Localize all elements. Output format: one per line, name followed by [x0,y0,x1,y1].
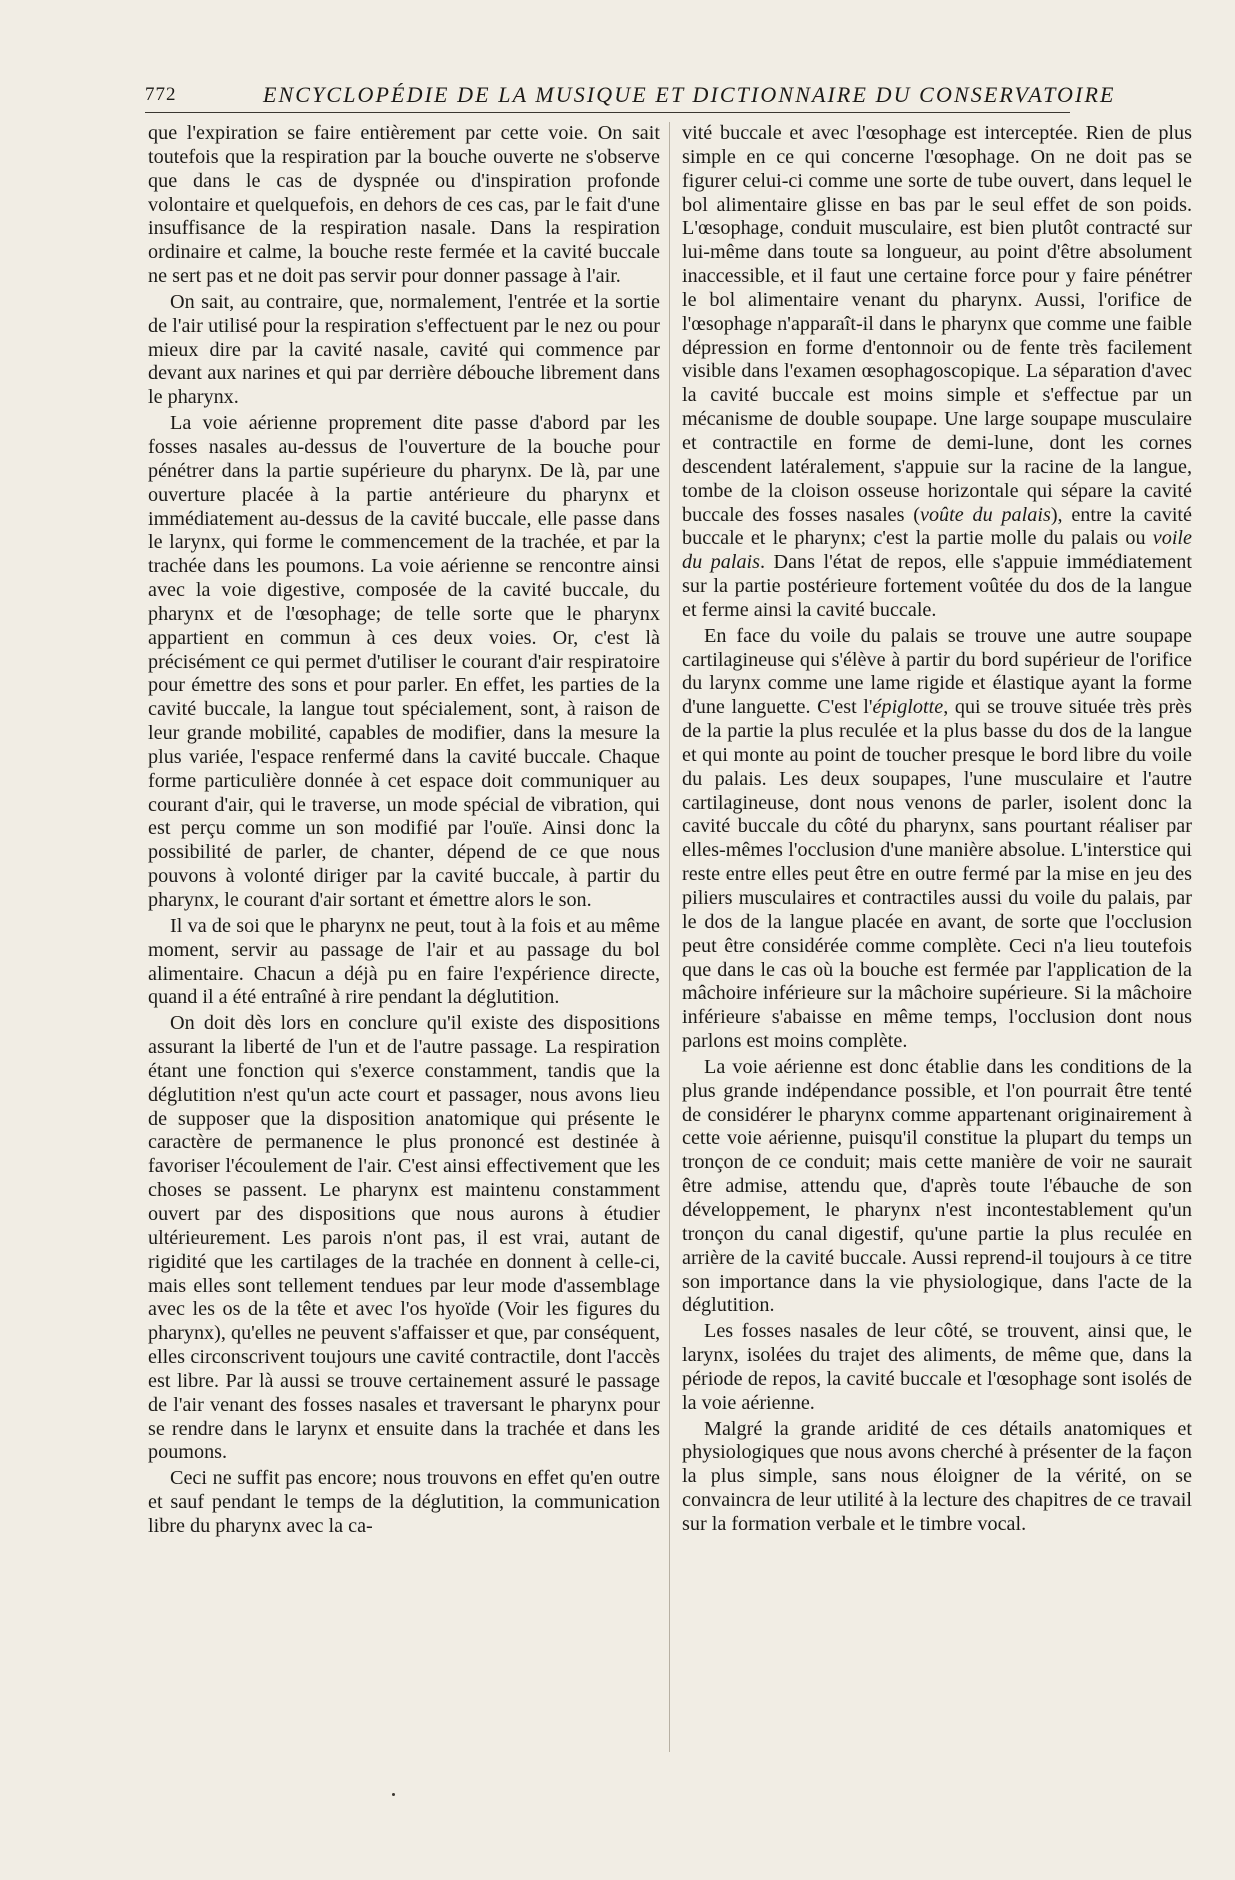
column-divider [669,122,670,1752]
page-number: 772 [145,84,177,105]
paragraph: Les fosses nasales de leur côté, se trouvent, ainsi que, le larynx, isolées du trajet des aliments, de même que, dans la période de repos, la cavité buccale et l'œsophage sont isolés de la voie aérienne. [682,1320,1192,1414]
right-column [682,122,1192,1539]
paragraph: Ceci ne suffit pas encore; nous trouvons en effet qu'en outre et sauf pendant le temps de la déglutition, la communication libre du pharynx avec la ca- [148,1467,660,1537]
paragraph: La voie aérienne proprement dite passe d'abord par les fosses nasales au-dessus de l'ouverture de la bouche pour pénétrer dans la partie supérieure du pharynx. De là, par une ouverture placée à la partie antérieure du pharynx et immédiatement au-dessus de la cavité buccale, elle passe dans le larynx, qui forme le commencement de la trachée, et par la trachée dans les poumons. La voie aérienne se rencontre ainsi avec la voie digestive, composée de la cavité buccale, du pharynx et de l'œsophage; de telle sorte que le pharynx appartient en commun à ces deux voies. Or, c'est là précisément ce qui permet d'utiliser le courant d'air respiratoire pour émettre des sons et pour parler. En effet, les parties de la cavité buccale, la langue tout spécialement, sont, à raison de leur grande mobilité, capables de modifier, dans la mesure la plus variée, l'espace renfermé dans la cavité buccale. Chaque forme particulière donnée à cet espace doit communiquer au courant d'air, qui le traverse, un mode spécial de vibration, qui est perçu comme un son modifié par l'ouïe. Ainsi donc la possibilité de parler, de chanter, dépend de ce que nous pouvons à volonté diriger par la cavité buccale, à partir du pharynx, le courant d'air sortant et émettre alors le son. [148,412,660,911]
term-voute-du-palais: voûte du palais [920,503,1051,526]
paragraph: On sait, au contraire, que, normalement, l'entrée et la sortie de l'air utilisé pour la respiration s'effectuent par le nez ou pour mieux dire par la cavité nasale, cavité qui commence par devant aux narines et qui par derrière débouche librement dans le pharynx. [148,290,660,409]
paragraph: On doit dès lors en conclure qu'il existe des dispositions assurant la liberté de l'un et de l'autre passage. La respiration étant une fonction qui s'exerce constamment, tandis que la déglutition n'est qu'un acte court et passager, nous avons lieu de supposer que la disposition anatomique qui présente le caractère de permanence le plus prononcé est destinée à favoriser l'écoulement de l'air. C'est ainsi effectivement que les choses se passent. Le pharynx est maintenu constamment ouvert par des dispositions que nous aurons à étudier ultérieurement. Les parois n'ont pas, il est vrai, autant de rigidité que les cartilages de la trachée en donnent à celle-ci, mais elles sont tellement tendues par leur mode d'assemblage avec les os de la tête et avec l'os hyoïde (Voir les figures du pharynx), qu'elles ne peuvent s'affaisser et que, par conséquent, elles circonscrivent toujours une cavité contractile, dont l'accès est libre. Par là aussi se trouve certainement assuré le passage de l'air venant des fosses nasales et traversant le pharynx pour se rendre dans le larynx et ensuite dans la trachée et dans les poumons. [148,1012,660,1464]
running-title: ENCYCLOPÉDIE DE LA MUSIQUE ET DICTIONNAIRE DU CONSERVATOIRE [263,82,1116,107]
paragraph [682,122,1192,623]
paragraph [682,625,1192,1054]
paragraph: La voie aérienne est donc établie dans les conditions de la plus grande indépendance possible, et l'on pourrait être tenté de considérer le pharynx comme appartenant originairement à cette voie aérienne, puisqu'il constitue la plupart du temps un tronçon de ce conduit; mais cette manière de voir ne saurait être admise, attendu que, d'après toute l'ébauche de son développement, le pharynx n'est incontestablement qu'un tronçon du canal digestif, qu'une partie la plus reculée en arrière de la cavité buccale. Aussi reprend-il toujours à ce titre son importance dans la vie physiologique, dans l'acte de la déglutition. [682,1055,1192,1317]
text-run: ), entre la cavité buccale et le pharynx; c'est la partie molle du palais ou [682,503,1192,550]
text-run: . Dans l'état de repos, elle s'appuie immédiatement sur la partie postérieure fortement voûtée du dos de la langue et ferme ainsi la cavité buccale. [682,551,1193,621]
left-column [148,122,660,1541]
text-run: vité buccale et avec l'œsophage est interceptée. Rien de plus simple en ce qui concerne l'œsophage. On ne doit pas se figurer celui-ci comme une sorte de tube ouvert, dans lequel le bol alimentaire glisse en bas par le seul effet de son poids. L'œsophage, conduit musculaire, est bien plutôt contracté sur lui-même dans toute sa longueur, au point d'être absolument inaccessible, et il faut une certaine force pour y faire pénétrer le bol alimentaire venant du pharynx. Aussi, l'orifice de l'œsophage n'apparaît-il dans le pharynx que comme une faible dépression en forme d'entonnoir ou de fente très facilement visible dans l'examen œsophagoscopique. La séparation d'avec la cavité buccale est moins simple et s'effectue par un mécanisme de double soupape. Une large soupape musculaire et contractile en forme de demi-lune, dont les cornes descendent latéralement, s'appuie sur la racine de la langue, tombe de la cloison osseuse horizontale qui sépare la cavité buccale des fosses nasales ( [682,122,1192,526]
text-run: En face du voile du palais se trouve une autre soupape cartilagineuse qui s'élève à partir du bord supérieur de l'orifice du larynx comme une lame rigide et élastique ayant la forme d'une languette. C'est l' [682,624,1192,719]
text-run: , qui se trouve située très près de la partie la plus reculée et la plus basse du dos de la langue et qui monte au point de toucher presque le bord libre du voile du palais. Les deux soupapes, l'une musculaire et l'autre cartilagineuse, dont nous venons de parler, isolent donc la cavité buccale du côté du pharynx, sans pourtant réaliser par elles-mêmes l'occlusion d'une manière absolue. L'interstice qui reste entre elles peut être en outre fermé par la mise en jeu des piliers musculaires et contractiles aussi du voile du palais, par le dos de la langue placée en avant, de sorte que l'occlusion peut être considérée comme complète. Ceci n'a lieu toutefois que dans le cas où la bouche est fermée par l'application de la mâchoire inférieure sur la mâchoire supérieure. Si la mâchoire inférieure s'abaisse en même temps, l'occlusion dont nous parlons est moins complète. [682,696,1192,1053]
term-voile-du-palais: voile du palais [682,527,1192,574]
paragraph: Malgré la grande aridité de ces détails anatomiques et physiologiques que nous avons cherché à présenter de la façon la plus simple, sans nous éloigner de la vérité, on se convaincra de leur utilité à la lecture des chapitres de ce travail sur la formation verbale et le timbre vocal. [682,1417,1192,1535]
page-header [145,82,1116,113]
term-epiglotte: épiglotte [872,696,944,719]
paragraph: Il va de soi que le pharynx ne peut, tout à la fois et au même moment, servir au passage de l'air et au passage du bol alimentaire. Chacun a déjà pu en faire l'expérience directe, quand il a été entraîné à rire pendant la déglutition. [148,914,660,1009]
print-speck [392,1793,395,1796]
paragraph: que l'expiration se faire entièrement par cette voie. On sait toutefois que la respiration par la bouche ouverte ne s'observe que dans le cas de dyspnée ou d'inspiration profonde volontaire et quelquefois, en dehors de ces cas, par le fait d'une insuffisance de la respiration nasale. Dans la respiration ordinaire et calme, la bouche reste fermée et la cavité buccale ne sert pas et ne doit pas servir pour donner passage à l'air. [148,122,660,288]
